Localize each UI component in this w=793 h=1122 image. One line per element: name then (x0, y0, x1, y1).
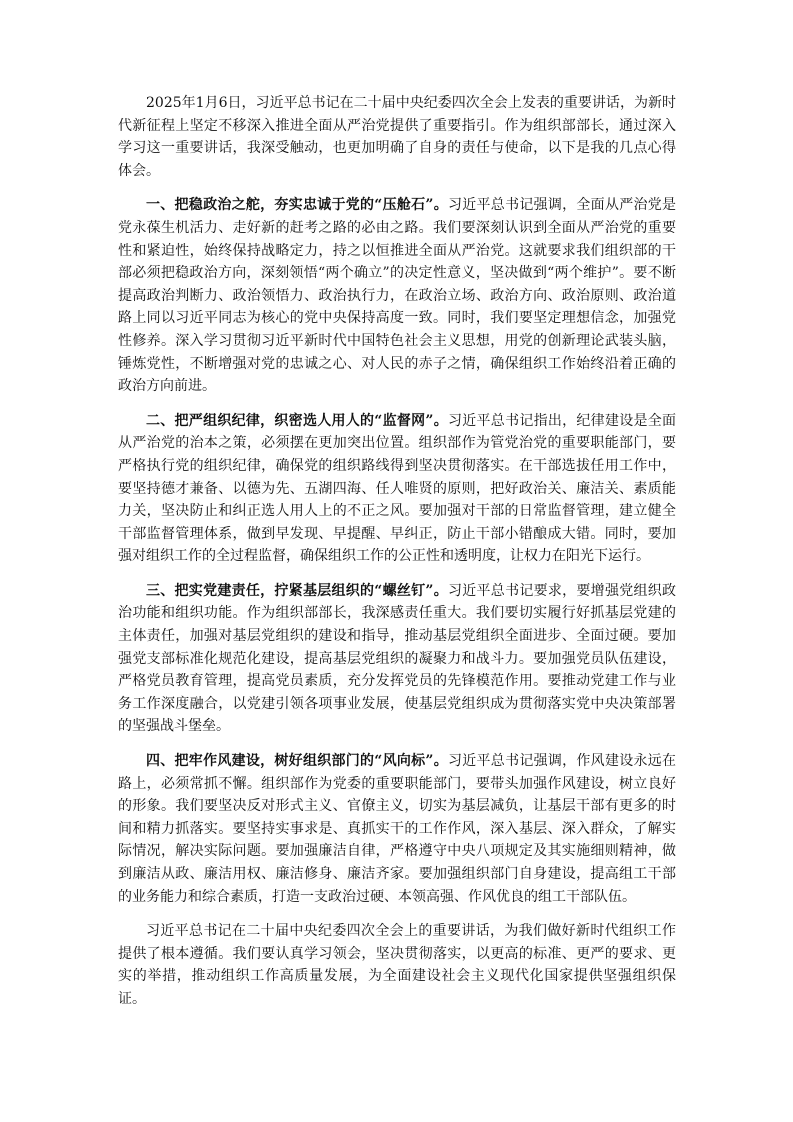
section-4-body: 习近平总书记强调，作风建设永远在路上，必须常抓不懈。组织部作为党委的重要职能部门，要带头加强作风建设，树立良好的形象。我们要坚决反对形式主义、官僚主义，切实为基层减负，让基层干部有更多的时间和精力抓落实。要坚持实事求是、真抓实干的工作作风，深入基层、深入群众，了解实际情况，解决实际问题。要加强廉洁自律，严格遵守中央八项规定及其实施细则精神，做到廉洁从政、廉洁用权、廉洁修身、廉洁齐家。要加强组织部门自身建设，提高组工干部的业务能力和综合素质，打造一支政治过硬、本领高强、作风优良的组工干部队伍。 (118, 753, 677, 905)
section-4-heading: 四、把牢作风建设，树好组织部门的“风向标”。 (146, 753, 448, 770)
section-2-heading: 二、把严组织纪律，织密选人用人的“监督网”。 (146, 412, 448, 429)
section-2-body: 习近平总书记指出，纪律建设是全面从严治党的治本之策，必须摆在更加突出位置。组织部作为管党治党的重要职能部门，要严格执行党的组织纪律，确保党的组织路线得到坚决贯彻落实。在干部选拔任用工作中，要坚持德才兼备、以德为先、五湖四海、任人唯贤的原则，把好政治关、廉洁关、素质能力关，坚决防止和纠正选人用人上的不正之风。要加强对干部的日常监督管理，建立健全干部监督管理体系，做到早发现、早提醒、早纠正，防止干部小错酿成大错。同时，要加强对组织工作的全过程监督，确保组织工作的公正性和透明度，让权力在阳光下运行。 (118, 412, 677, 565)
section-1-heading: 一、把稳政治之舵，夯实忠诚于党的“压舱石”。 (146, 197, 448, 214)
section-1-paragraph (118, 194, 676, 397)
section-4-paragraph (118, 750, 676, 908)
section-3-paragraph (118, 580, 676, 738)
section-3-heading: 三、把实党建责任，拧紧基层组织的“螺丝钉”。 (146, 582, 448, 599)
intro-paragraph: 2025年1月6日，习近平总书记在二十届中央纪委四次全会上发表的重要讲话，为新时代新征程上坚定不移深入推进全面从严治党提供了重要指引。作为组织部部长，通过深入学习这一重要讲话，我深受触动，也更加明确了自身的责任与使命，以下是我的几点心得体会。 (118, 95, 676, 179)
section-3-body: 习近平总书记要求，要增强党组织政治功能和组织功能。作为组织部部长，我深感责任重大。我们要切实履行好抓基层党建的主体责任，加强对基层党组织的建设和指导，推动基层党组织全面进步、全面过硬。要加强党支部标准化规范化建设，提高基层党组织的凝聚力和战斗力。要加强党员队伍建设，严格党员教育管理，提高党员素质，充分发挥党员的先锋模范作用。要推动党建工作与业务工作深度融合，以党建引领各项事业发展，使基层党组织成为贯彻落实党中央决策部署的坚强战斗堡垒。 (118, 582, 677, 735)
document-page (118, 92, 676, 1023)
section-2-paragraph (118, 410, 676, 568)
section-1-body: 习近平总书记强调，全面从严治党是党永葆生机活力、走好新的赶考之路的必由之路。我们要深刻认识到全面从严治党的重要性和紧迫性，始终保持战略定力，持之以恒推进全面从严治党。这就要求我们组织部的干部必须把稳政治方向，深刻领悟“两个确立”的决定性意义，坚决做到“两个维护”。要不断提高政治判断力、政治领悟力、政治执行力，在政治立场、政治方向、政治原则、政治道路上同以习近平同志为核心的党中央保持高度一致。同时，我们要坚定理想信念，加强党性修养。深入学习贯彻习近平新时代中国特色社会主义思想，用党的创新理论武装头脑，锤炼党性，不断增强对党的忠诚之心、对人民的赤子之情，确保组织工作始终沿着正确的政治方向前进。 (118, 197, 677, 395)
conclusion-paragraph: 习近平总书记在二十届中央纪委四次全会上的重要讲话，为我们做好新时代组织工作提供了根本遵循。我们要认真学习领会，坚决贯彻落实，以更高的标准、更严的要求、更实的举措，推动组织工作高质量发展，为全面建设社会主义现代化国家提供坚强组织保证。 (118, 923, 676, 1007)
